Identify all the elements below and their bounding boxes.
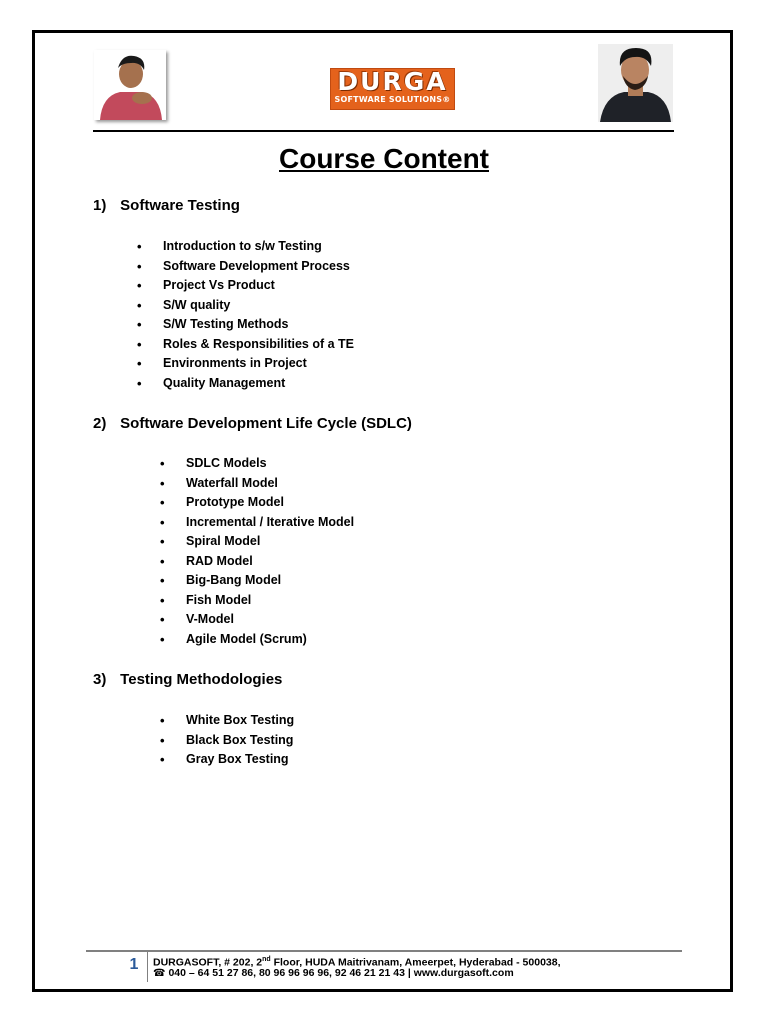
bullet-icon: • — [160, 495, 165, 510]
list-item: • Big-Bang Model — [186, 571, 354, 591]
list-item: • Fish Model — [186, 591, 354, 611]
bullet-icon: • — [160, 553, 165, 569]
topic-list-testing-methodologies — [160, 711, 295, 770]
section-testing-methodologies — [93, 671, 693, 689]
logo-sub-text: SOFTWARE SOLUTIONS® — [334, 95, 451, 104]
topic-list-sdlc — [160, 454, 355, 649]
bullet-icon: • — [160, 631, 165, 647]
section-title: Software Development Life Cycle (SDLC) — [120, 415, 412, 432]
page-title: Course Content — [279, 143, 489, 174]
list-item: • S/W Testing Methods — [163, 315, 354, 335]
bullet-icon: • — [160, 534, 165, 549]
bullet-icon: • — [137, 278, 142, 293]
logo-main-text: DURGA — [337, 67, 448, 96]
bullet-icon: • — [160, 573, 165, 588]
list-item: • V-Model — [186, 610, 354, 630]
trainer-photo-icon — [598, 44, 673, 122]
bullet-icon: • — [137, 375, 142, 391]
bullet-icon: • — [137, 336, 142, 352]
instructor-photo-icon — [94, 50, 166, 120]
instructor-photo — [94, 50, 166, 120]
topic-list-software-testing — [137, 237, 355, 393]
list-item: • SDLC Models — [186, 454, 354, 474]
bullet-icon: • — [137, 258, 142, 274]
list-item: • Quality Management — [163, 374, 354, 394]
list-item: • Black Box Testing — [186, 731, 294, 751]
section-heading — [93, 197, 693, 215]
section-title: Testing Methodologies — [120, 671, 283, 688]
bullet-icon: • — [160, 475, 165, 491]
trainer-photo — [598, 44, 673, 122]
bullet-icon: • — [137, 239, 142, 254]
section-software-testing — [93, 197, 693, 215]
footer-contact: ☎ 040 – 64 51 27 86, 80 96 96 96 96, 92 46 21 21 43 | www.durgasoft.com — [153, 967, 514, 979]
list-item: • S/W quality — [163, 296, 354, 316]
footer-rule — [86, 950, 682, 952]
list-item: • Prototype Model — [186, 493, 354, 513]
section-sdlc — [93, 415, 693, 433]
list-item: • Roles & Responsibilities of a TE — [163, 335, 354, 355]
footer-address: DURGASOFT, # 202, 2nd Floor, HUDA Maitrivanam, Ameerpet, Hyderabad - 500038, — [153, 956, 561, 969]
section-number: 1) — [93, 197, 107, 214]
bullet-icon: • — [137, 356, 142, 371]
section-number: 2) — [93, 415, 107, 432]
bullet-icon: • — [160, 612, 165, 627]
page-number: 1 — [129, 956, 139, 973]
list-item: • Project Vs Product — [163, 276, 354, 296]
section-heading — [93, 671, 693, 689]
list-item: • Gray Box Testing — [186, 750, 294, 770]
bullet-icon: • — [160, 514, 165, 530]
footer-divider — [147, 952, 148, 982]
list-item: • Environments in Project — [163, 354, 354, 374]
list-item: • Waterfall Model — [186, 474, 354, 494]
durga-logo — [330, 68, 455, 110]
header-rule — [93, 130, 674, 132]
bullet-icon: • — [137, 297, 142, 313]
section-heading — [93, 415, 693, 433]
list-item: • Introduction to s/w Testing — [163, 237, 354, 257]
list-item: • RAD Model — [186, 552, 354, 572]
section-number: 3) — [93, 671, 107, 688]
list-item: • White Box Testing — [186, 711, 294, 731]
section-title: Software Testing — [120, 197, 240, 214]
list-item: • Spiral Model — [186, 532, 354, 552]
bullet-icon: • — [160, 456, 165, 471]
list-item: • Software Development Process — [163, 257, 354, 277]
bullet-icon: • — [160, 732, 165, 748]
bullet-icon: • — [137, 317, 142, 332]
list-item: • Agile Model (Scrum) — [186, 630, 354, 650]
bullet-icon: • — [160, 752, 165, 767]
bullet-icon: • — [160, 713, 165, 728]
bullet-icon: • — [160, 592, 165, 608]
phone-icon: ☎ — [153, 968, 166, 979]
list-item: • Incremental / Iterative Model — [186, 513, 354, 533]
